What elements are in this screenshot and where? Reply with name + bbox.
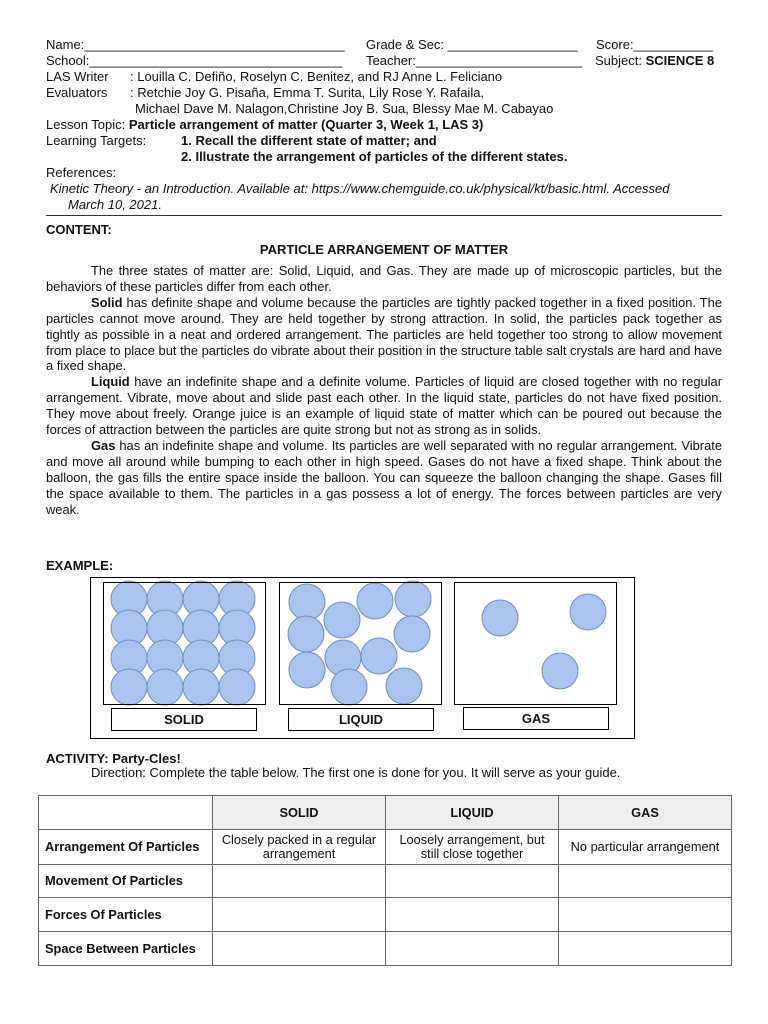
row-label-space: Space Between Particles — [39, 932, 213, 966]
cell-forces-solid[interactable] — [213, 898, 386, 932]
subject-value: SCIENCE 8 — [645, 53, 715, 68]
subject-label: Subject: — [595, 53, 646, 68]
content-label: CONTENT: — [46, 222, 112, 237]
cell-space-liquid[interactable] — [386, 932, 559, 966]
table-row — [39, 865, 732, 898]
lesson-topic — [46, 117, 483, 133]
liquid-text: have an indefinite shape and a definite volume. Particles of liquid are closed together with no regular arrangement. Vibrate, move about and slide past each other. In the liquid state, particles do not have fixed position. They move about freely. Orange juice is an example of liquid state of matter which can be poured out because the forces of attraction between the particles are quite strong but not as strong as in solids. — [46, 374, 722, 438]
example-figure — [90, 577, 635, 739]
score-field[interactable]: Score:___________ — [596, 37, 714, 52]
cell-arrangement-solid: Closely packed in a regular arrangement — [213, 830, 386, 865]
cell-movement-solid[interactable] — [213, 865, 386, 898]
cell-movement-gas[interactable] — [559, 865, 732, 898]
cell-space-gas[interactable] — [559, 932, 732, 966]
lesson-topic-label: Lesson Topic: — [46, 117, 129, 132]
gas-paragraph — [46, 438, 722, 518]
lesson-topic-value: Particle arrangement of matter (Quarter 3, Week 1, LAS 3) — [128, 117, 484, 132]
las-writer-label: LAS Writer — [46, 69, 109, 84]
column-liquid: LIQUID — [386, 796, 559, 830]
liquid-label: LIQUID — [288, 708, 434, 731]
solid-text: has definite shape and volume because the particles are tightly packed together in a fixed position. The particles cannot move around. They are held together by strong attraction. In solid, the particles pack together as tightly as possible in a neat and ordered arrangement. The particles are held together too strong to allow movement from place to place but the particles do vibrate about their position in the structure table salt crystals are hard and have a fixed shape. — [46, 294, 722, 374]
intro-paragraph: The three states of matter are: Solid, Liquid, and Gas. They are made up of microscopic particles, but the behaviors of these particles differ from each other. — [46, 263, 722, 294]
reference-line-1: Kinetic Theory - an Introduction. Available at: https://www.chemguide.co.uk/physical/kt/basic.html. Accessed — [50, 181, 670, 196]
table-corner — [39, 796, 213, 830]
teacher-field[interactable]: Teacher:_______________________ — [366, 53, 583, 68]
table-header-row — [39, 796, 732, 830]
cell-arrangement-liquid: Loosely arrangement, but still close together — [386, 830, 559, 865]
cell-forces-gas[interactable] — [559, 898, 732, 932]
solid-term: Solid — [91, 294, 123, 310]
target-1: 1. Recall the different state of matter; and — [181, 133, 437, 148]
header-divider — [46, 215, 722, 216]
table-row — [39, 932, 732, 966]
las-writer: : Louilla C. Defiño, Roselyn C. Benitez, and RJ Anne L. Feliciano — [130, 69, 503, 84]
gas-box — [454, 582, 617, 705]
learning-targets-label: Learning Targets: — [46, 133, 147, 148]
column-gas: GAS — [559, 796, 732, 830]
cell-forces-liquid[interactable] — [386, 898, 559, 932]
target-2: 2. Illustrate the arrangement of particles of the different states. — [181, 149, 568, 164]
cell-arrangement-gas: No particular arrangement — [559, 830, 732, 865]
subject — [595, 53, 714, 69]
table-row — [39, 898, 732, 932]
table-row — [39, 830, 732, 865]
solid-paragraph — [46, 295, 722, 375]
liquid-box — [279, 582, 442, 705]
reference-line-2: March 10, 2021. — [68, 197, 162, 212]
content-body — [46, 263, 722, 518]
activity-title: ACTIVITY: Party-Cles! — [46, 751, 181, 766]
activity-direction: Direction: Complete the table below. The first one is done for you. It will serve as your guide. — [91, 765, 621, 780]
row-label-forces: Forces Of Particles — [39, 898, 213, 932]
example-label: EXAMPLE: — [46, 558, 114, 573]
activity-table — [38, 795, 732, 966]
liquid-term: Liquid — [91, 374, 130, 390]
evaluators-line-2: Michael Dave M. Nalagon,Christine Joy B. Sua, Blessy Mae M. Cabayao — [135, 101, 554, 116]
cell-space-solid[interactable] — [213, 932, 386, 966]
solid-box — [103, 582, 266, 705]
gas-text: has an indefinite shape and volume. Its particles are well separated with no regular arrangement. Vibrate and move all around while bumping to each other in high speed. Gases do not have a fixed shape. Think about the balloon, the gas fills the entire space inside the balloon. You can squeeze the balloon changing the shape. Gases fill the space available to them. The particles in a gas possess a lot of energy. The forces between particles are very weak. — [46, 437, 722, 517]
grade-sec-field[interactable]: Grade & Sec: __________________ — [366, 37, 578, 52]
liquid-paragraph — [46, 374, 722, 438]
name-field[interactable]: Name:____________________________________ — [46, 37, 345, 52]
row-label-movement: Movement Of Particles — [39, 865, 213, 898]
column-solid: SOLID — [213, 796, 386, 830]
evaluators-line-1: : Retchie Joy G. Pisaña, Emma T. Surita, Lily Rose Y. Rafaila, — [130, 85, 485, 100]
solid-label: SOLID — [111, 708, 257, 731]
school-field[interactable]: School:___________________________________ — [46, 53, 343, 68]
content-title: PARTICLE ARRANGEMENT OF MATTER — [259, 242, 509, 257]
cell-movement-liquid[interactable] — [386, 865, 559, 898]
row-label-arrangement: Arrangement Of Particles — [39, 830, 213, 865]
gas-label: GAS — [463, 707, 609, 730]
gas-term: Gas — [91, 437, 116, 453]
evaluators-label: Evaluators — [46, 85, 108, 100]
references-label: References: — [46, 165, 117, 180]
